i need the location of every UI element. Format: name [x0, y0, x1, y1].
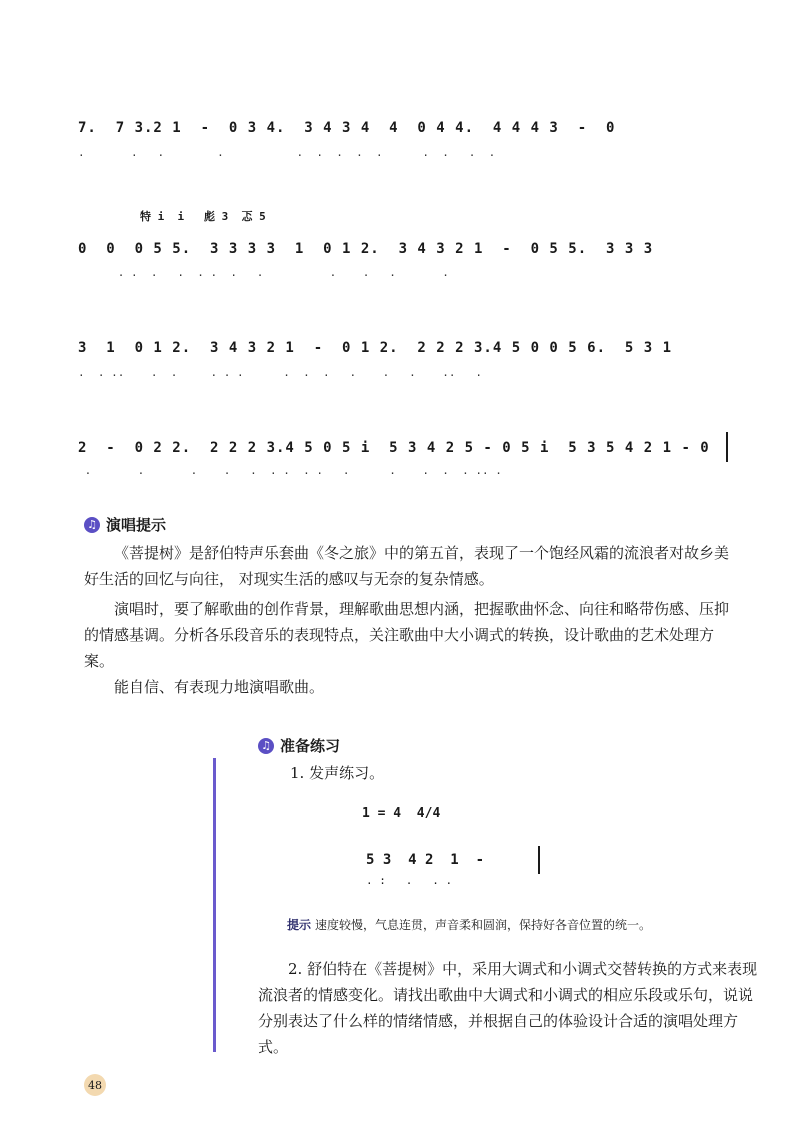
score-line-4: 2 - 0 2 2. 2 2 2 3.4 5 0 5 i 5 3 4 2 5 - 0 5 i 5 3 5 4 2 1 - 0 — [78, 440, 710, 456]
score-line-2-dots: . . . . . . . . . . . . — [78, 266, 449, 279]
practice-item-2: 2. 舒伯特在《菩提树》中，采用大调式和小调式交替转换的方式来表现流浪者的情感变化。请找出歌曲中大调式和小调式的相应乐段或乐句，说说分别表达了什么样的情绪情感，并根据自己的体验设计合适的演唱处理方式。 — [258, 960, 758, 1056]
practice-heading — [258, 735, 340, 756]
score-line-4-dots: . . . . . . . . . . . . . . .. . — [78, 464, 502, 477]
practice-title: 准备练习 — [280, 737, 341, 755]
score-line-2: 0 0 0 5 5. 3 3 3 3 1 0 1 2. 3 4 3 2 1 - 0 5 5. 3 3 3 — [78, 241, 654, 257]
singing-tips-heading — [84, 514, 166, 535]
score-line-2-upper: 特 i i 彪 3 忑 5 — [140, 210, 266, 223]
score-line-1: 7. 7 3.2 1 - 0 3 4. 3 4 3 4 4 0 4 4. 4 4 4 3 - 0 — [78, 120, 616, 136]
music-note-icon: ♫ — [258, 738, 274, 754]
singing-tips-para-2: 演唱时，要了解歌曲的创作背景，理解歌曲思想内涵，把握歌曲怀念、向往和略带伤感、压抑的情感基调。分析各乐段音乐的表现特点，关注歌曲中大小调式的转换，设计歌曲的艺术处理方案。 — [84, 600, 730, 670]
practice-tip — [287, 916, 747, 933]
practice-item-1: 1. 发声练习。 — [290, 764, 385, 782]
exercise-dots: . : . . . — [366, 874, 453, 887]
singing-tips-para-3: 能自信、有表现力地演唱歌曲。 — [114, 678, 325, 696]
score-line-1-dots: . . . . . . . . . . . . . — [78, 146, 496, 159]
score-line-3-dots: . . .. . . . . . . . . . . . .. . — [78, 366, 482, 379]
singing-tips-para-1: 《菩提树》是舒伯特声乐套曲《冬之旅》中的第五首，表现了一个饱经风霜的流浪者对故乡美好生活的回忆与向往， 对现实生活的感叹与无奈的复杂情感。 — [84, 544, 730, 588]
exercise-key: 1 = 4 4/4 — [362, 806, 441, 821]
practice-side-bar — [213, 758, 216, 1052]
exercise-notes: 5 3 4 2 1 - — [366, 852, 485, 868]
page-number: 48 — [84, 1074, 106, 1096]
score-line-3: 3 1 0 1 2. 3 4 3 2 1 - 0 1 2. 2 2 2 3.4 5 0 0 5 6. 5 3 1 — [78, 340, 673, 356]
tip-text: 速度较慢，气息连贯，声音柔和圆润，保持好各音位置的统一。 — [315, 918, 652, 932]
final-barline — [726, 432, 728, 462]
exercise-barline — [538, 846, 540, 874]
music-note-icon: ♫ — [84, 517, 100, 533]
singing-tips-title: 演唱提示 — [106, 516, 167, 534]
tip-label: 提示 — [287, 918, 312, 932]
